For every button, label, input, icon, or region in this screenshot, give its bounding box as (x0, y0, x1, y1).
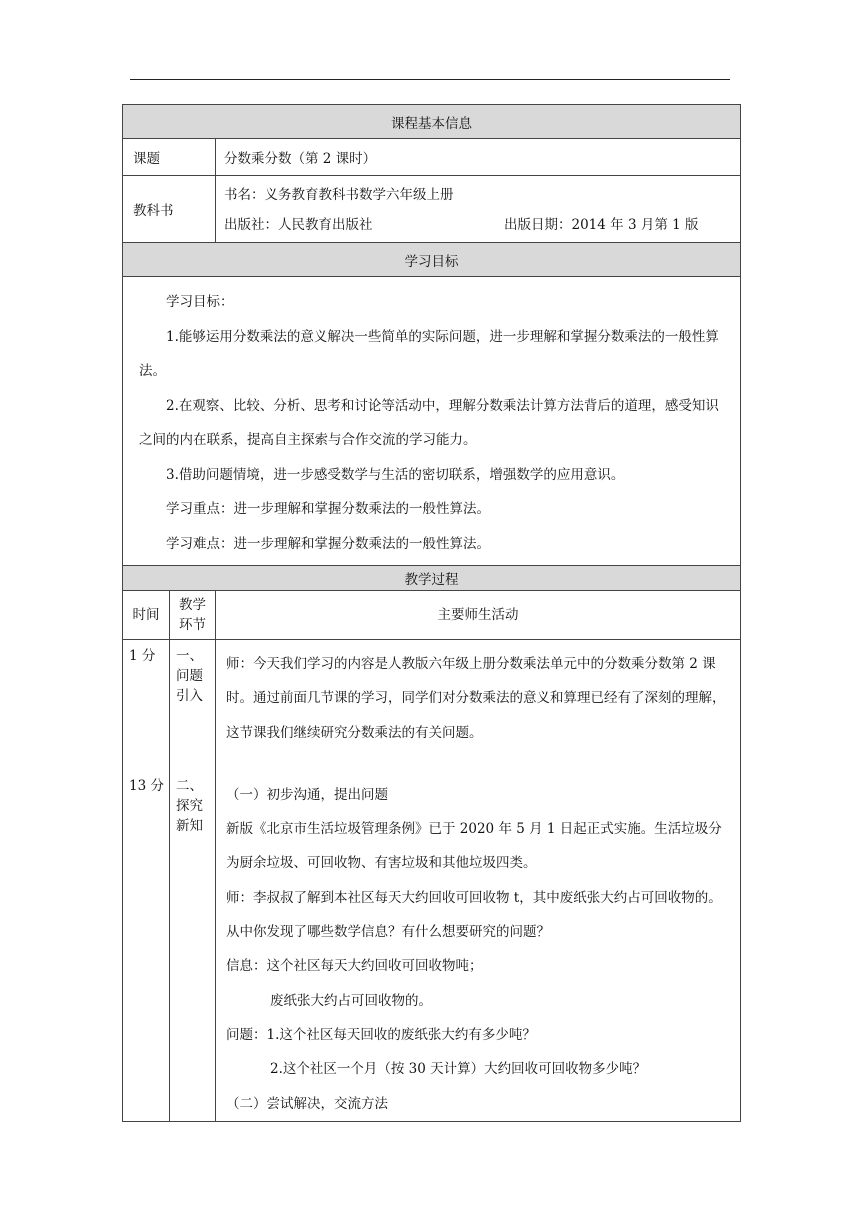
process-title: 教学过程 (123, 566, 741, 591)
stage2-line: （一）初步沟通，提出问题 (226, 786, 388, 803)
course-info-header-row (123, 105, 741, 139)
key-point: 学习重点：进一步理解和掌握分数乘法的一般性算法。 (166, 501, 490, 517)
textbook-row (123, 176, 741, 243)
objectives-intro: 学习目标： (166, 294, 234, 310)
publisher-line (216, 210, 740, 240)
stage2-name: 二、探究新知 (176, 778, 203, 834)
stage2-line: 2.这个社区一个月（按 30 天计算）大约回收可回收物多少吨？ (270, 1061, 647, 1078)
col-activity-header: 主要师生活动 (216, 591, 741, 640)
objective-item: 3.借助问题情境，进一步感受数学与生活的密切联系，增强数学的应用意识。 (166, 466, 625, 483)
lesson-plan-table (122, 104, 741, 1122)
objectives-content (123, 277, 741, 566)
header-rule (130, 79, 730, 80)
stage2-line: 信息：这个社区每天大约回收可回收物吨； (226, 958, 483, 975)
stage2-line: 新版《北京市生活垃圾管理条例》已于 2020 年 5 月 1 日起正式实施。生活垃圾分为厨余垃圾、可回收物、有害垃圾和其他垃圾四类。 (226, 821, 722, 872)
publisher: 出版社：人民教育出版社 (224, 217, 373, 233)
stage2-line: 问题：1.这个社区每天回收的废纸张大约有多少吨？ (226, 1026, 536, 1043)
objectives-header-row (123, 243, 741, 277)
objectives-row (123, 277, 741, 566)
topic-row (123, 139, 741, 176)
difficulty: 学习难点：进一步理解和掌握分数乘法的一般性算法。 (166, 535, 490, 552)
time-column (123, 640, 170, 1122)
stage2-line: （二）尝试解决，交流方法 (226, 1095, 388, 1112)
objective-item: 2.在观察、比较、分析、思考和讨论等活动中，理解分数乘法计算方法背后的道理，感受知识之间的内在联系，提高自主探索与合作交流的学习能力。 (139, 397, 719, 448)
process-body-row (123, 640, 741, 1122)
course-info-title: 课程基本信息 (123, 105, 741, 139)
stage1-text: 师：今天我们学习的内容是人教版六年级上册分数乘法单元中的分数乘分数第 2 课时。通过前面几节课的学习，同学们对分数乘法的意义和算理已经有了深刻的理解，这节课我们继续研究分数乘法的有关问题。 (226, 656, 726, 741)
stage-column (170, 640, 216, 1122)
stage2-line: 师：李叔叔了解到本社区每天大约回收可回收物 t，其中废纸张大约占可回收物的。从中你发现了哪些数学信息？有什么想要研究的问题？ (226, 889, 722, 941)
textbook-label: 教科书 (123, 176, 216, 243)
stage1-time: 1 分 (129, 648, 156, 664)
stage2-line: 废纸张大约占可回收物的。 (270, 992, 432, 1009)
col-time-header: 时间 (123, 591, 170, 640)
stage2-time: 13 分 (129, 778, 164, 794)
stage1-name: 一、问题引入 (176, 648, 203, 704)
process-column-headers (123, 591, 741, 640)
process-header-row (123, 566, 741, 591)
textbook-details (216, 176, 741, 243)
publish-date: 出版日期：2014 年 3 月第 1 版 (504, 217, 699, 233)
activity-column (216, 640, 741, 1122)
book-name: 书名：义务教育教科书数学六年级上册 (224, 187, 454, 203)
objective-item: 1.能够运用分数乘法的意义解决一些简单的实际问题，进一步理解和掌握分数乘法的一般性算法。 (139, 328, 719, 379)
topic-value: 分数乘分数（第 2 课时） (216, 139, 741, 176)
objectives-title: 学习目标 (123, 243, 741, 277)
col-stage-header: 教学环节 (170, 591, 216, 640)
topic-label: 课题 (123, 139, 216, 176)
